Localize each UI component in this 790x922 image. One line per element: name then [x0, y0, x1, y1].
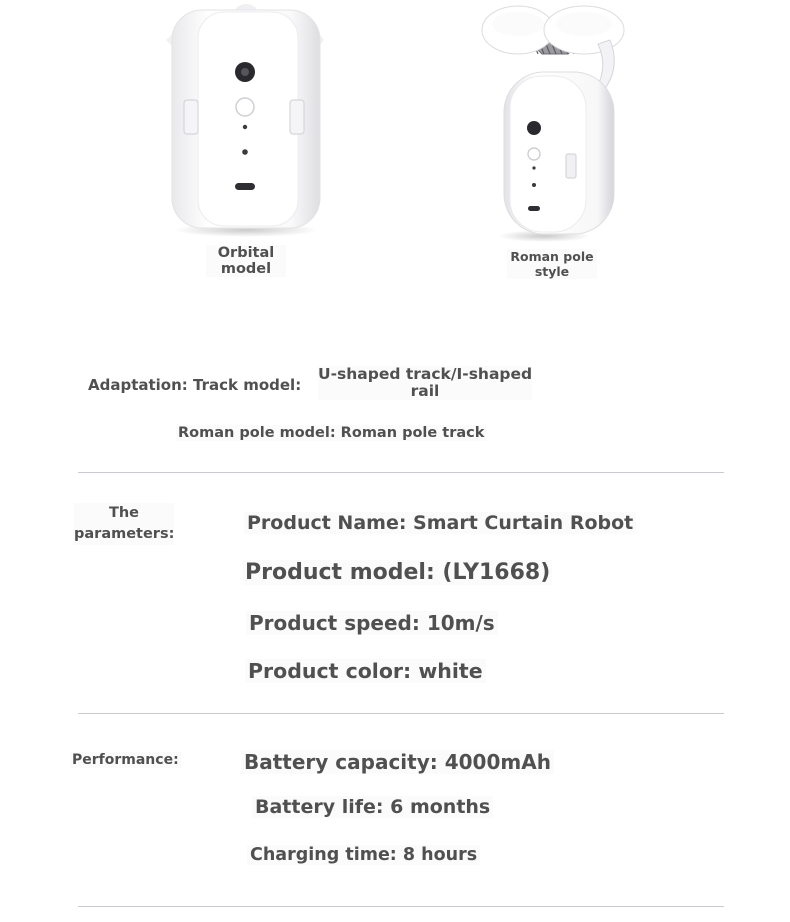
caption-line: style — [534, 264, 570, 279]
parameters-label — [74, 503, 174, 545]
orbital-device-image — [158, 0, 333, 240]
track-value-line: U-shaped track/I-shaped — [318, 365, 533, 383]
caption-line: model — [220, 261, 272, 277]
track-value-line: rail — [410, 382, 440, 400]
perf-battery-capacity: Battery capacity: 4000mAh — [241, 750, 554, 774]
perf-charging-time: Charging time: 8 hours — [247, 845, 480, 865]
label-line: parameters: — [74, 526, 175, 542]
roman-pole-track-line: Roman pole model: Roman pole track — [178, 425, 485, 441]
perf-battery-life: Battery life: 6 months — [252, 796, 493, 818]
caption-line: Roman pole — [510, 249, 594, 264]
param-product-model: Product model: (LY1668) — [245, 560, 551, 585]
roman-pole-device-image — [472, 0, 637, 245]
param-product-speed: Product speed: 10m/s — [246, 611, 498, 635]
track-model-value — [318, 366, 532, 400]
caption-line: Orbital — [217, 245, 275, 261]
orbital-caption — [206, 245, 286, 277]
adaptation-label: Adaptation: Track model: — [88, 376, 302, 394]
param-product-color: Product color: white — [245, 659, 486, 683]
roman-pole-caption — [507, 249, 597, 279]
performance-label: Performance: — [72, 752, 179, 768]
section-divider — [78, 472, 724, 473]
section-divider — [78, 906, 724, 907]
label-line: The — [108, 505, 140, 521]
section-divider — [78, 713, 724, 714]
param-product-name: Product Name: Smart Curtain Robot — [244, 512, 636, 534]
